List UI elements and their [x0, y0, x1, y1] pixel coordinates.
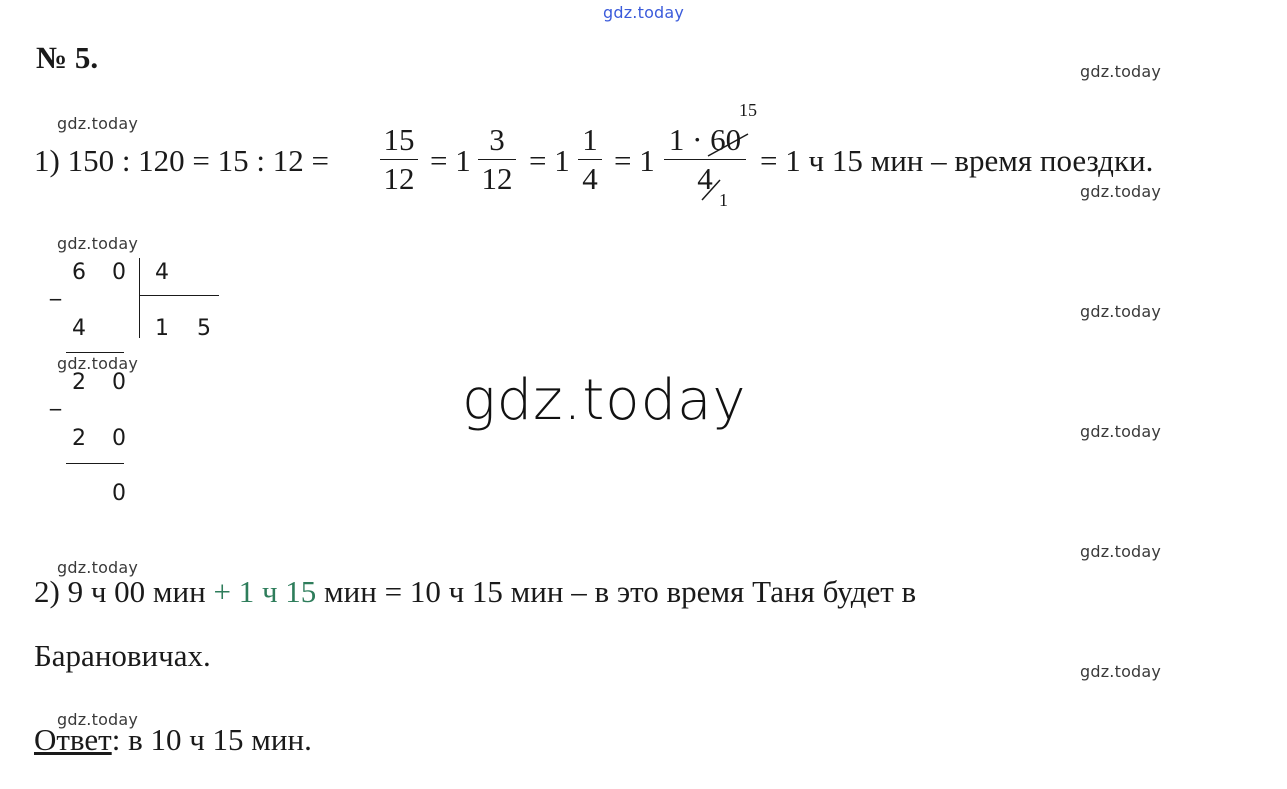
fraction-3-12: 3 12: [476, 124, 518, 195]
dividend-digit: 6: [72, 260, 86, 285]
reduced-numerator: 15: [739, 100, 757, 120]
step2-part-b: + 1 ч 15: [213, 574, 317, 609]
watermark-center: gdz.today: [462, 368, 747, 433]
final-remainder: 0: [112, 481, 126, 506]
fraction-15-12: 15 12: [378, 124, 420, 195]
step1-suffix: = 1 ч 15 мин – время поездки.: [760, 143, 1154, 178]
watermark-side: gdz.today: [57, 234, 139, 253]
minus-sign: _: [50, 386, 61, 411]
watermark-side: gdz.today: [1080, 182, 1162, 201]
reduced-denominator: 1: [719, 190, 728, 210]
step2-line2: Барановичах.: [34, 638, 211, 673]
division-horizontal-bar: [139, 295, 219, 296]
watermark-side: gdz.today: [1080, 302, 1162, 321]
cancel-strokes: [700, 122, 760, 212]
subtrahend-2: 0: [112, 426, 126, 451]
watermark-side: gdz.today: [1080, 662, 1162, 681]
step2-part-a: 2) 9 ч 00 мин: [34, 574, 206, 609]
subtraction-line: [66, 352, 124, 353]
watermark-side: gdz.today: [1080, 62, 1162, 81]
watermark-side: gdz.today: [57, 354, 139, 373]
minus-sign: _: [50, 276, 61, 301]
step1-eq2: = 1: [529, 143, 570, 178]
watermark-side: gdz.today: [1080, 422, 1162, 441]
fraction-1-4: 1 4: [576, 124, 604, 195]
watermark-side: gdz.today: [57, 710, 139, 729]
quotient-digit: 1: [155, 316, 169, 341]
fraction-1x60-4: 1 · 60 4: [662, 124, 748, 195]
problem-title: № 5.: [36, 40, 99, 75]
subtrahend-2: 2: [72, 426, 86, 451]
answer-label: Ответ: [34, 722, 112, 757]
step1-prefix: 1) 150 : 120 = 15 : 12 =: [34, 143, 330, 178]
dividend-digit: 0: [112, 260, 126, 285]
watermark-side: gdz.today: [1080, 542, 1162, 561]
watermark-top: gdz.today: [603, 3, 685, 22]
watermark-side: gdz.today: [57, 558, 139, 577]
remainder-digit: 0: [112, 370, 126, 395]
step2-part-c: мин = 10 ч 15 мин – в это время Таня будет в: [324, 574, 917, 609]
step2-line1: [34, 574, 916, 610]
remainder-digit: 2: [72, 370, 86, 395]
division-vertical-bar: [139, 258, 140, 338]
step1-eq1: = 1: [430, 143, 471, 178]
subtraction-line: [66, 463, 124, 464]
divisor: 4: [155, 260, 169, 285]
subtrahend-1: 4: [72, 316, 86, 341]
quotient-digit: 5: [197, 316, 211, 341]
watermark-side: gdz.today: [57, 114, 139, 133]
answer-line: [34, 722, 312, 758]
answer-text: : в 10 ч 15 мин.: [111, 722, 312, 757]
step1-eq3: = 1: [614, 143, 655, 178]
